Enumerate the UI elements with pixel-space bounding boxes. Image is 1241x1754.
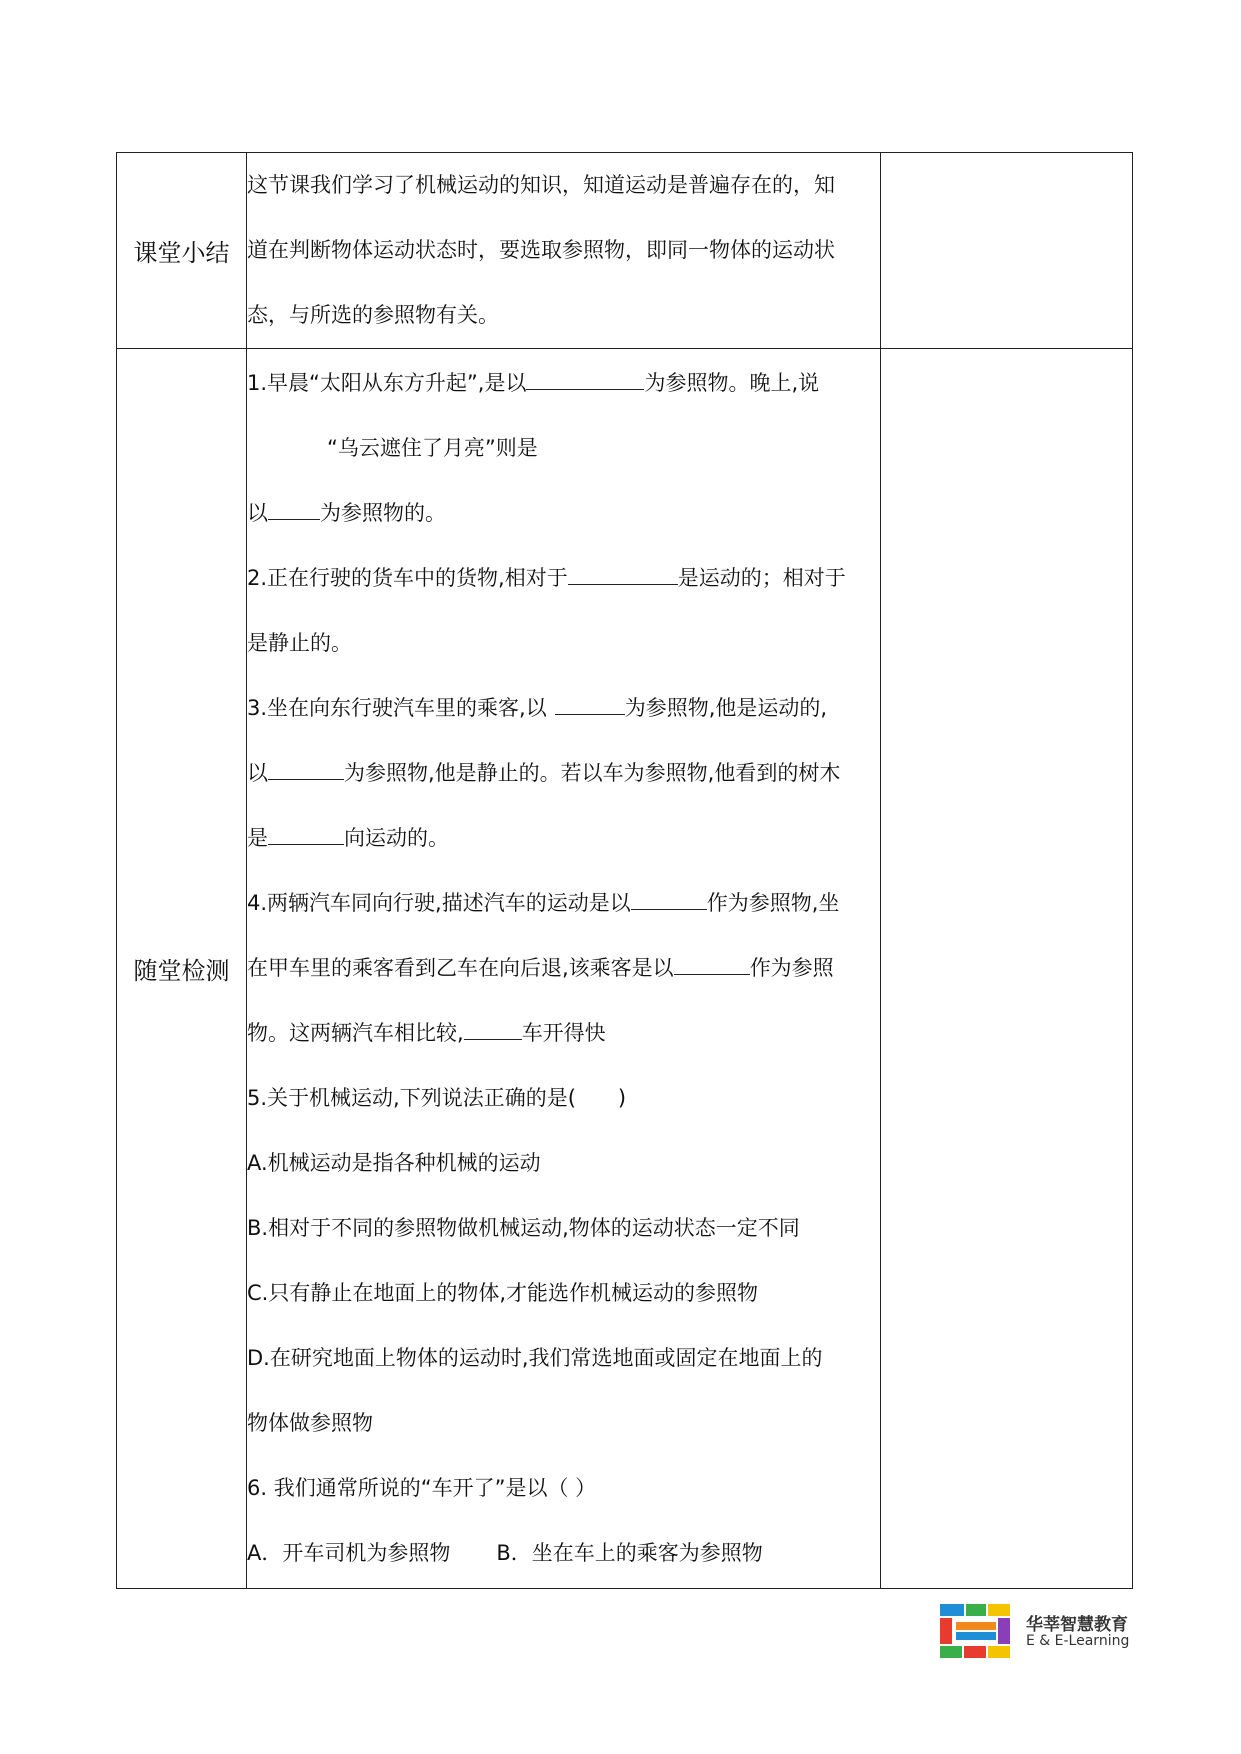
q4-text-e: 物。这两辆汽车相比较,: [247, 1021, 464, 1045]
q5-option-b: B.相对于不同的参照物做机械运动,物体的运动状态一定不同: [247, 1216, 800, 1240]
answer-blank: [555, 692, 625, 715]
q4-text-f: 车开得快: [521, 1021, 606, 1045]
answer-blank: [631, 887, 707, 910]
test-row: [117, 349, 1133, 1589]
answer-blank: [268, 757, 344, 780]
summary-label: 课堂小结: [117, 153, 247, 349]
brand-logo: [938, 1600, 1138, 1660]
q4-line-2: [247, 936, 880, 1001]
summary-row: [117, 153, 1133, 349]
q4-text-c: 在甲车里的乘客看到乙车在向后退,该乘客是以: [247, 956, 674, 980]
summary-content: [247, 153, 881, 349]
q1-line-1: [247, 351, 880, 416]
q4-line-1: [247, 871, 880, 936]
lesson-table: [116, 152, 1133, 1589]
answer-blank: [268, 497, 320, 520]
logo-mark-icon: [938, 1600, 1014, 1660]
answer-blank: [464, 1017, 522, 1040]
q2-line-2: 是静止的。: [247, 631, 352, 655]
q3-text-d: 为参照物,他是静止的。若以车为参照物,他看到的树木: [344, 761, 841, 785]
answer-blank: [568, 562, 678, 585]
q4-text-b: 作为参照物,坐: [706, 891, 840, 915]
q5-option-c: C.只有静止在地面上的物体,才能选作机械运动的参照物: [247, 1281, 759, 1305]
q1-line-2: “乌云遮住了月亮”则是: [327, 436, 538, 460]
q5-stem: 5.关于机械运动,下列说法正确的是( ): [247, 1086, 627, 1110]
test-notes-cell: [881, 349, 1133, 1589]
q3-text-f: 向运动的。: [344, 826, 449, 850]
summary-line-3: 态，与所选的参照物有关。: [247, 303, 499, 327]
q2-text-a: 2.正在行驶的货车中的货物,相对于: [247, 566, 568, 590]
q4-text-a: 4.两辆汽车同向行驶,描述汽车的运动是以: [247, 891, 631, 915]
q3-line-2: [247, 741, 880, 806]
q4-text-d: 作为参照: [749, 956, 834, 980]
q6-options: [247, 1521, 880, 1586]
q3-line-3: [247, 806, 880, 871]
q4-line-3: [247, 1001, 880, 1066]
summary-notes-cell: [881, 153, 1133, 349]
q6-stem: 6. 我们通常所说的“车开了”是以（ ）: [247, 1476, 597, 1500]
q1-text-d: 以: [247, 501, 268, 525]
q3-text-c: 以: [247, 761, 268, 785]
q1-text-b: 为参照物。晚上,说: [644, 371, 820, 395]
logo-chinese-name: 华莘智慧教育: [1026, 1615, 1128, 1635]
summary-line-1: 这节课我们学习了机械运动的知识，知道运动是普遍存在的，知: [247, 173, 835, 197]
summary-line-2: 道在判断物体运动状态时，要选取参照物，即同一物体的运动状: [247, 238, 835, 262]
q6-option-a: A．开车司机为参照物: [247, 1541, 451, 1565]
q1-line-3: [247, 481, 880, 546]
test-label: 随堂检测: [117, 349, 247, 1589]
q3-text-b: 为参照物,他是运动的,: [624, 696, 828, 720]
q5-option-d-2: 物体做参照物: [247, 1411, 373, 1435]
answer-blank: [268, 822, 344, 845]
q3-text-a: 3.坐在向东行驶汽车里的乘客,以: [247, 696, 547, 720]
q5-option-d-1: D.在研究地面上物体的运动时,我们常选地面或固定在地面上的: [247, 1346, 823, 1370]
answer-blank: [674, 952, 750, 975]
test-content: [247, 349, 881, 1589]
q3-line-1: [247, 676, 880, 741]
q3-text-e: 是: [247, 826, 268, 850]
logo-english-name: E & E-Learning: [1026, 1633, 1130, 1649]
q2-line-1: [247, 546, 880, 611]
q1-text-e: 为参照物的。: [320, 501, 446, 525]
answer-blank: [526, 367, 644, 390]
q5-option-a: A.机械运动是指各种机械的运动: [247, 1151, 541, 1175]
q1-text-a: 1.早晨“太阳从东方升起”,是以: [247, 371, 527, 395]
q6-option-b: B．坐在车上的乘客为参照物: [496, 1541, 763, 1565]
q2-text-b: 是运动的；相对于: [677, 566, 846, 590]
